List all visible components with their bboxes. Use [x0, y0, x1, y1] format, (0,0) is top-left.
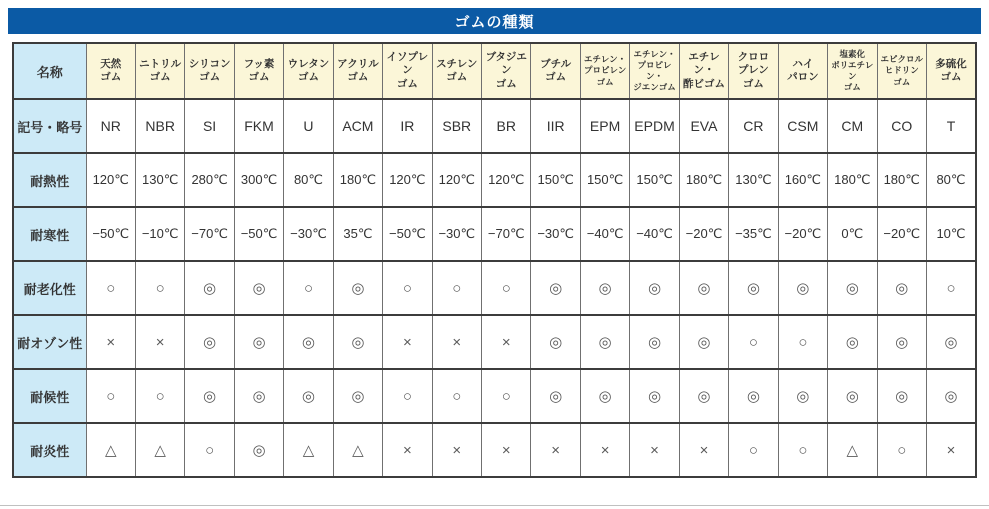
row-label: 耐候性: [13, 369, 86, 423]
table-cell: ◎: [778, 369, 827, 423]
table-cell: 180℃: [679, 153, 728, 207]
column-header: 塩素化 ポリエチレン ゴム: [828, 43, 877, 99]
table-cell: −20℃: [778, 207, 827, 261]
table-cell: ○: [135, 261, 184, 315]
table-cell: IR: [383, 99, 432, 153]
table-cell: ◎: [234, 423, 283, 477]
table-row: [13, 261, 976, 315]
rubber-types-table: [12, 42, 977, 478]
table-cell: ×: [679, 423, 728, 477]
table-cell: −70℃: [482, 207, 531, 261]
table-cell: CM: [828, 99, 877, 153]
table-cell: ◎: [926, 369, 976, 423]
column-header: アクリル ゴム: [333, 43, 382, 99]
table-cell: ◎: [630, 315, 679, 369]
column-header: ニトリル ゴム: [135, 43, 184, 99]
table-cell: ○: [432, 369, 481, 423]
table-cell: ○: [926, 261, 976, 315]
table-cell: ○: [135, 369, 184, 423]
table-cell: ×: [630, 423, 679, 477]
table-cell: CO: [877, 99, 926, 153]
table-row: [13, 369, 976, 423]
table-cell: △: [86, 423, 135, 477]
table-cell: ◎: [531, 315, 580, 369]
column-header: ウレタン ゴム: [284, 43, 333, 99]
table-cell: ×: [383, 315, 432, 369]
table-cell: ◎: [580, 261, 629, 315]
table-cell: ◎: [926, 315, 976, 369]
column-header: エピクロル ヒドリン ゴム: [877, 43, 926, 99]
table-cell: ◎: [333, 369, 382, 423]
table-cell: ○: [432, 261, 481, 315]
table-row: [13, 153, 976, 207]
table-cell: −50℃: [234, 207, 283, 261]
table-cell: U: [284, 99, 333, 153]
table-cell: IIR: [531, 99, 580, 153]
table-cell: −30℃: [432, 207, 481, 261]
row-label: 耐炎性: [13, 423, 86, 477]
table-cell: 130℃: [135, 153, 184, 207]
table-cell: ◎: [333, 315, 382, 369]
table-cell: ○: [778, 423, 827, 477]
table-cell: SI: [185, 99, 234, 153]
table-cell: ◎: [531, 261, 580, 315]
table-cell: ×: [432, 315, 481, 369]
table-cell: ×: [580, 423, 629, 477]
table-cell: EVA: [679, 99, 728, 153]
table-cell: 180℃: [333, 153, 382, 207]
table-cell: ◎: [234, 261, 283, 315]
table-cell: ×: [383, 423, 432, 477]
table-cell: 80℃: [926, 153, 976, 207]
table-cell: NBR: [135, 99, 184, 153]
column-header: エチレン・ プロピレン・ ジエンゴム: [630, 43, 679, 99]
table-cell: ×: [482, 423, 531, 477]
column-header: エチレン・ 酢ビゴム: [679, 43, 728, 99]
row-label: 耐オゾン性: [13, 315, 86, 369]
table-cell: ◎: [729, 369, 778, 423]
row-label: 耐熱性: [13, 153, 86, 207]
table-cell: ○: [383, 369, 432, 423]
table-cell: △: [828, 423, 877, 477]
table-cell: T: [926, 99, 976, 153]
table-cell: −50℃: [383, 207, 432, 261]
title-bar: [8, 8, 981, 34]
table-cell: ◎: [531, 369, 580, 423]
table-cell: 120℃: [432, 153, 481, 207]
column-header: フッ素 ゴム: [234, 43, 283, 99]
table-cell: ◎: [877, 261, 926, 315]
row-label: 耐老化性: [13, 261, 86, 315]
column-header: スチレン ゴム: [432, 43, 481, 99]
table-cell: ○: [185, 423, 234, 477]
table-cell: 280℃: [185, 153, 234, 207]
column-header: エチレン・ プロピレン ゴム: [580, 43, 629, 99]
table-cell: 35℃: [333, 207, 382, 261]
table-cell: ◎: [828, 261, 877, 315]
column-header: 多硫化 ゴム: [926, 43, 976, 99]
table-cell: 10℃: [926, 207, 976, 261]
column-header: 天然 ゴム: [86, 43, 135, 99]
table-cell: FKM: [234, 99, 283, 153]
table-cell: −70℃: [185, 207, 234, 261]
table-cell: ◎: [580, 369, 629, 423]
table-cell: ◎: [284, 315, 333, 369]
table-cell: 160℃: [778, 153, 827, 207]
table-cell: ○: [729, 315, 778, 369]
table-cell: ◎: [828, 315, 877, 369]
table-cell: ○: [877, 423, 926, 477]
column-header: ブタジエン ゴム: [482, 43, 531, 99]
table-cell: −20℃: [877, 207, 926, 261]
table-cell: CR: [729, 99, 778, 153]
table-cell: ○: [729, 423, 778, 477]
table-cell: ◎: [185, 261, 234, 315]
table-cell: 300℃: [234, 153, 283, 207]
table-cell: ○: [86, 261, 135, 315]
table-cell: SBR: [432, 99, 481, 153]
table-cell: ○: [778, 315, 827, 369]
table-cell: BR: [482, 99, 531, 153]
table-cell: 150℃: [580, 153, 629, 207]
table-cell: ○: [383, 261, 432, 315]
table-cell: ◎: [877, 315, 926, 369]
table-cell: −20℃: [679, 207, 728, 261]
table-cell: 180℃: [828, 153, 877, 207]
table-cell: ◎: [185, 369, 234, 423]
table-cell: −30℃: [531, 207, 580, 261]
table-cell: ◎: [580, 315, 629, 369]
table-cell: △: [135, 423, 184, 477]
table-cell: ◎: [333, 261, 382, 315]
table-row: [13, 423, 976, 477]
table-cell: 150℃: [630, 153, 679, 207]
page-title: ゴムの種類: [454, 13, 535, 31]
table-cell: −40℃: [630, 207, 679, 261]
table-row: [13, 99, 976, 153]
table-cell: ×: [926, 423, 976, 477]
table-cell: ◎: [234, 369, 283, 423]
table-cell: −50℃: [86, 207, 135, 261]
table-cell: ○: [86, 369, 135, 423]
corner-cell-name-label: 名称: [13, 43, 86, 99]
table-cell: ×: [531, 423, 580, 477]
table-cell: ◎: [828, 369, 877, 423]
table-cell: ACM: [333, 99, 382, 153]
table-row: [13, 207, 976, 261]
table-cell: 130℃: [729, 153, 778, 207]
table-cell: EPM: [580, 99, 629, 153]
table-cell: ◎: [630, 369, 679, 423]
table-cell: −40℃: [580, 207, 629, 261]
table-cell: △: [284, 423, 333, 477]
row-label: 耐寒性: [13, 207, 86, 261]
table-cell: ×: [432, 423, 481, 477]
column-header: ブチル ゴム: [531, 43, 580, 99]
column-header: イソプレン ゴム: [383, 43, 432, 99]
table-cell: ◎: [185, 315, 234, 369]
table-cell: ◎: [877, 369, 926, 423]
table-cell: ×: [135, 315, 184, 369]
table-cell: −10℃: [135, 207, 184, 261]
table-cell: 80℃: [284, 153, 333, 207]
table-cell: EPDM: [630, 99, 679, 153]
table-cell: 120℃: [86, 153, 135, 207]
table-cell: 120℃: [482, 153, 531, 207]
table-cell: −30℃: [284, 207, 333, 261]
table-cell: NR: [86, 99, 135, 153]
table-cell: 150℃: [531, 153, 580, 207]
column-header: クロロ プレン ゴム: [729, 43, 778, 99]
table-cell: ◎: [630, 261, 679, 315]
table-cell: △: [333, 423, 382, 477]
header-row: [13, 43, 976, 99]
table-cell: −35℃: [729, 207, 778, 261]
table-cell: ×: [482, 315, 531, 369]
table-cell: ◎: [234, 315, 283, 369]
bottom-divider: [0, 505, 989, 506]
table-row: [13, 315, 976, 369]
table-cell: ○: [482, 261, 531, 315]
table-cell: ◎: [679, 261, 728, 315]
table-cell: ◎: [778, 261, 827, 315]
table-cell: ×: [86, 315, 135, 369]
table-cell: CSM: [778, 99, 827, 153]
table-cell: ◎: [679, 315, 728, 369]
column-header: ハイ パロン: [778, 43, 827, 99]
column-header: シリコン ゴム: [185, 43, 234, 99]
table-cell: ◎: [729, 261, 778, 315]
table-cell: 0℃: [828, 207, 877, 261]
row-label: 記号・略号: [13, 99, 86, 153]
table-cell: 180℃: [877, 153, 926, 207]
rubber-table-body: [13, 43, 976, 477]
table-cell: 120℃: [383, 153, 432, 207]
table-cell: ◎: [679, 369, 728, 423]
table-cell: ◎: [284, 369, 333, 423]
table-cell: ○: [482, 369, 531, 423]
table-cell: ○: [284, 261, 333, 315]
